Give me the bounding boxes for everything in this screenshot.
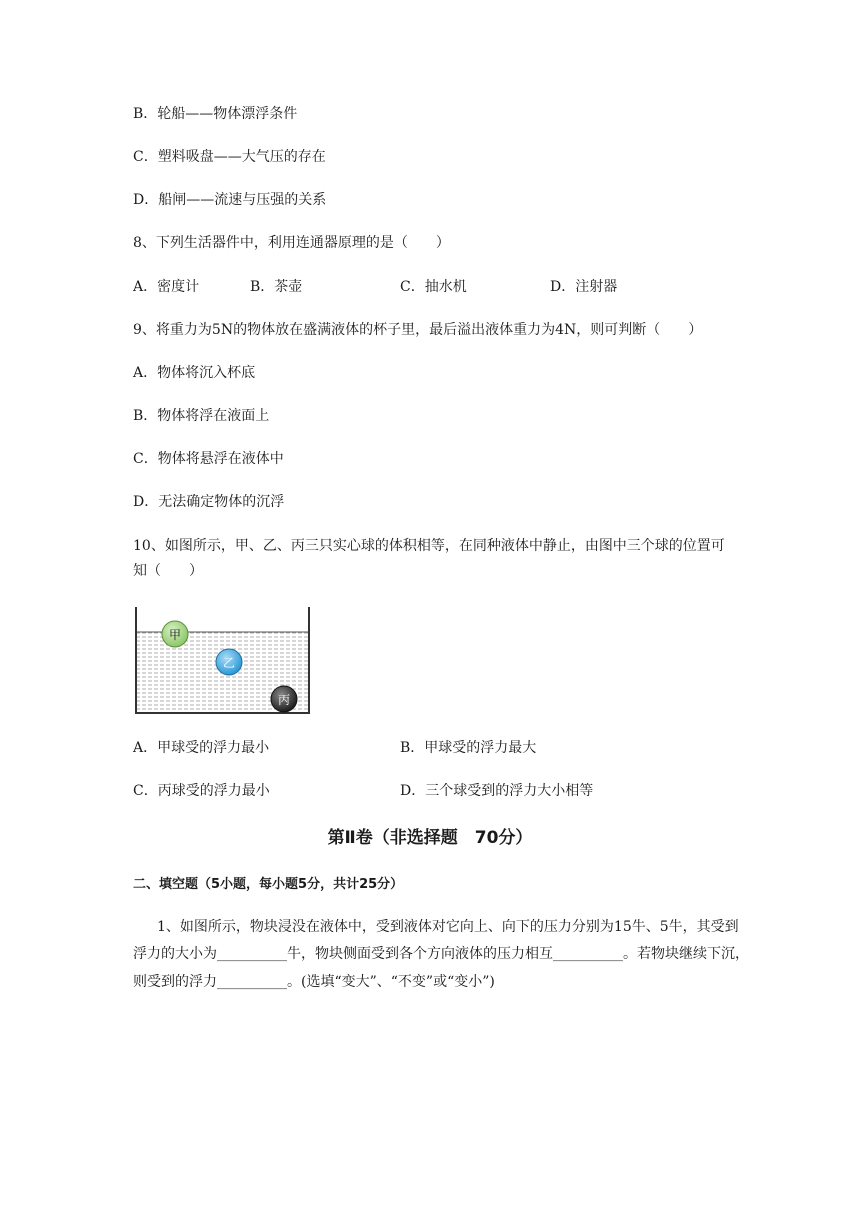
q9-option-d: D．无法确定物体的沉浮	[133, 494, 285, 510]
q9-option-b: B．物体将浮在液面上	[133, 408, 270, 424]
fill-q1-line3: 则受到的浮力__________。(选填“变大”、“不变”或“变小”)	[133, 974, 495, 990]
q8-option-b: B．茶壶	[250, 279, 303, 295]
part2-title: 第Ⅱ卷（非选择题 70分）	[327, 828, 533, 848]
q10-option-d: D．三个球受到的浮力大小相等	[400, 783, 594, 799]
q7-option-d: D．船闸——流速与压强的关系	[133, 192, 327, 208]
q9-option-c: C．物体将悬浮在液体中	[133, 451, 284, 467]
q10-option-c: C．丙球受的浮力最小	[133, 783, 270, 799]
ball-yi	[216, 649, 242, 675]
q10-option-a: A．甲球受的浮力最小	[133, 740, 270, 756]
q8-option-d: D．注射器	[550, 279, 618, 295]
q8-option-c: C．抽水机	[400, 279, 467, 295]
ball-jia-label: 甲	[168, 628, 182, 642]
q9-stem: 9、将重力为5N的物体放在盛满液体的杯子里，最后溢出液体重力为4N，则可判断（ ）	[133, 322, 703, 338]
ball-yi-label: 乙	[222, 656, 236, 670]
ball-jia	[162, 621, 188, 647]
q9-option-a: A．物体将沉入杯底	[133, 365, 256, 381]
ball-bing-label: 丙	[277, 693, 291, 707]
q7-option-c: C．塑料吸盘——大气压的存在	[133, 149, 326, 165]
fill-q1-line1: 1、如图所示，物块浸没在液体中，受到液体对它向上、向下的压力分别为15牛、5牛，其受到	[157, 919, 739, 935]
ball-bing	[271, 686, 297, 712]
q10-stem-line2: 知（ ）	[133, 563, 203, 579]
section-fill-in-title: 二、填空题（5小题，每小题5分，共计25分）	[133, 877, 404, 892]
q10-stem-line1: 10、如图所示，甲、乙、丙三只实心球的体积相等，在同种液体中静止，由图中三个球的位置可	[133, 538, 725, 554]
buoyancy-figure	[130, 603, 316, 723]
fill-q1-line2: 浮力的大小为__________牛，物块侧面受到各个方向液体的压力相互__________。若物块继续下沉，	[133, 946, 749, 962]
q10-option-b: B．甲球受的浮力最大	[400, 740, 537, 756]
q7-option-b: B．轮船——物体漂浮条件	[133, 106, 298, 122]
q8-option-a: A．密度计	[133, 279, 200, 295]
q8-stem: 8、下列生活器件中，利用连通器原理的是（ ）	[133, 235, 450, 251]
